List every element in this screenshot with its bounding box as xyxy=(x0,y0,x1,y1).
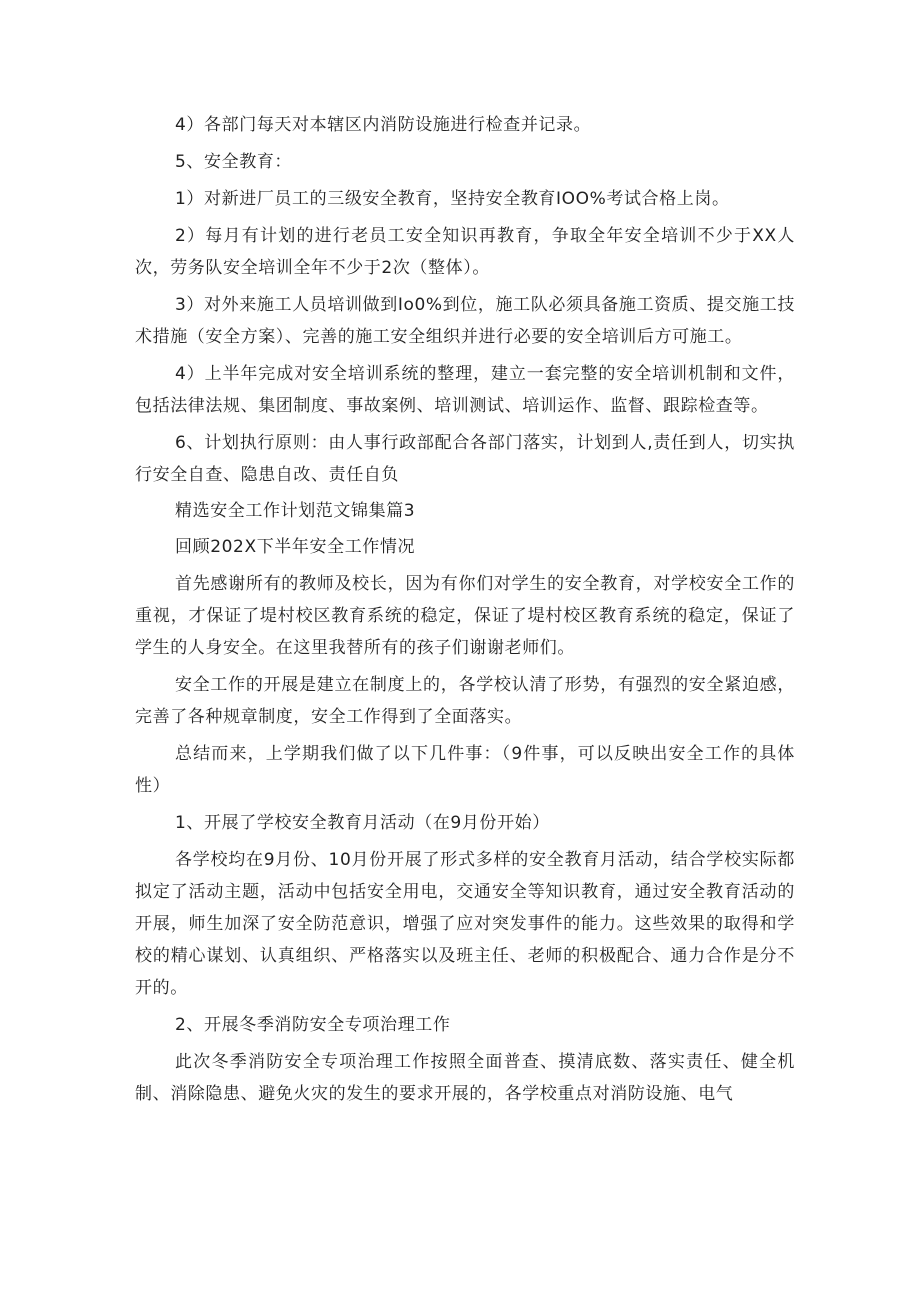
article-subtitle: 回顾202X下半年安全工作情况 xyxy=(175,537,416,557)
paragraph-item-4-training-system: 4）上半年完成对安全培训系统的整理，建立一套完整的安全培训机制和文件，包括法律法规、集团制度、事故案例、培训测试、培训运作、监督、跟踪检查等。 xyxy=(135,364,795,416)
section-heading-winter-fire-safety: 2、开展冬季消防安全专项治理工作 xyxy=(175,1015,451,1035)
paragraph-summary: 总结而来，上学期我们做了以下几件事：（9件事，可以反映出安全工作的具体性） xyxy=(135,744,795,796)
paragraph-item-3-contractors: 3）对外来施工人员培训做到Io0%到位，施工队必须具备施工资质、提交施工技术措施（安全方案）、完善的施工安全组织并进行必要的安全培训后方可施工。 xyxy=(135,295,795,347)
paragraph-item-2-retraining: 2）每月有计划的进行老员工安全知识再教育，争取全年安全培训不少于XX人次，劳务队安全培训全年不少于2次（整体）。 xyxy=(135,226,795,278)
paragraph-system-based: 安全工作的开展是建立在制度上的，各学校认清了形势，有强烈的安全紧迫感，完善了各种规章制度，安全工作得到了全面落实。 xyxy=(135,675,795,727)
paragraph-item-4-inspection: 4）各部门每天对本辖区内消防设施进行检查并记录。 xyxy=(175,115,592,135)
paragraph-item-1-new-staff: 1）对新进厂员工的三级安全教育，坚持安全教育IOO%考试合格上岗。 xyxy=(175,189,730,209)
paragraph-winter-fire-safety: 此次冬季消防安全专项治理工作按照全面普查、摸清底数、落实责任、健全机制、消除隐患、避免火灾的发生的要求开展的，各学校重点对消防设施、电气 xyxy=(135,1052,795,1104)
document-body xyxy=(135,109,795,1115)
article-title: 精选安全工作计划范文锦集篇3 xyxy=(175,501,416,521)
paragraph-thanks: 首先感谢所有的教师及校长，因为有你们对学生的安全教育，对学校安全工作的重视，才保证了堤村校区教育系统的稳定，保证了堤村校区教育系统的稳定，保证了学生的人身安全。在这里我替所有的孩子们谢谢老师们。 xyxy=(135,574,795,658)
section-heading-safety-education: 5、安全教育： xyxy=(175,152,293,172)
section-heading-execution-principle: 6、计划执行原则：由人事行政部配合各部门落实，计划到人,责任到人，切实执行安全自查、隐患自改、责任自负 xyxy=(135,433,795,485)
paragraph-education-month: 各学校均在9月份、10月份开展了形式多样的安全教育月活动，结合学校实际都拟定了活动主题，活动中包括安全用电，交通安全等知识教育，通过安全教育活动的开展，师生加深了安全防范意识，增强了应对突发事件的能力。这些效果的取得和学校的精心谋划、认真组织、严格落实以及班主任、老师的积极配合、通力合作是分不开的。 xyxy=(135,850,795,998)
section-heading-education-month: 1、开展了学校安全教育月活动（在9月份开始） xyxy=(175,813,550,833)
